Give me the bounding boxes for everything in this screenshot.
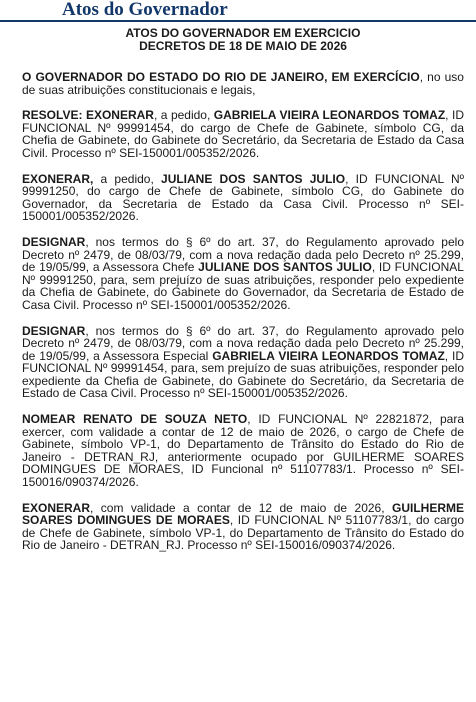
decree-paragraph-3 bbox=[22, 236, 464, 312]
decree-1-name: GABRIELA VIEIRA LEONARDOS TOMAZ bbox=[213, 108, 446, 123]
decree-1-text-a: , a pedido, bbox=[153, 108, 214, 123]
decree-5-action: NOMEAR RENATO DE SOUZA NETO bbox=[22, 412, 248, 427]
preamble-text: , no uso de suas atribuições constitucionais e legais, bbox=[22, 70, 464, 97]
decree-paragraph-4 bbox=[22, 325, 464, 401]
decree-3-text-a: , nos termos do § 6º do art. 37, do Regulamento aprovado pelo Decreto nº 2479, de 08/03/79, com a nova redação dada pelo Decreto nº 25.299, de 19/05/99, a Assessora Chefe bbox=[22, 234, 464, 275]
decree-2-action: EXONERAR, bbox=[22, 171, 94, 186]
decree-paragraph-2 bbox=[22, 173, 464, 223]
decree-4-action: DESIGNAR bbox=[22, 323, 86, 338]
decree-1-action: RESOLVE: EXONERAR bbox=[22, 108, 154, 123]
decree-header-line-2: DECRETOS DE 18 DE MAIO DE 2026 bbox=[139, 39, 347, 53]
decree-4-name: GABRIELA VIEIRA LEONARDOS TOMAZ bbox=[212, 348, 445, 363]
section-divider bbox=[0, 20, 476, 22]
section-header bbox=[22, 0, 464, 24]
decree-2-name: JULIANE DOS SANTOS JULIO bbox=[161, 171, 346, 186]
decree-4-text-a: , nos termos do § 6º do art. 37, do Regulamento aprovado pelo Decreto nº 2479, de 08/03/79, com a nova redação dada pelo Decreto nº 25.299, de 19/05/99, a Assessora Especial bbox=[22, 323, 464, 363]
decree-6-text-a: , com validade a contar de 12 de maio de 2026, bbox=[90, 500, 392, 515]
decree-6-action: EXONERAR bbox=[22, 500, 91, 515]
decree-2-text-a: a pedido, bbox=[93, 171, 162, 186]
decree-2-text-b: , ID FUNCIONAL Nº 99991250, do cargo de Chefe de Gabinete, símbolo CG, do Gabinete do Governador, da Secretaria de Estado da Casa Civil. Processo nº SEI-150001/005352/2026. bbox=[22, 171, 465, 224]
decree-3-action: DESIGNAR bbox=[22, 234, 86, 249]
decree-3-text-b: , ID FUNCIONAL Nº 99991250, para, sem prejuízo de suas atribuições, responder pelo expediente da Chefia de Gabinete, do Gabinete do Governador, da Secretaria de Estado de Casa Civil. Processo nº SEI-150001/005352/2026. bbox=[22, 260, 464, 312]
decree-6-name: GUILHERME SOARES DOMINGUES DE MORAES bbox=[22, 500, 464, 528]
preamble-bold: O GOVERNADOR DO ESTADO DO RIO DE JANEIRO, EM EXERCÍCIO bbox=[22, 70, 420, 84]
decree-paragraph-5 bbox=[22, 413, 464, 489]
decree-6-text-b: , ID FUNCIONAL Nº 51107783/1, do cargo de Chefe de Gabinete, símbolo VP-1, do Departamento de Trânsito do Estado do Rio de Janeiro - DETRAN_RJ. Processo nº SEI-150016/090374/2026. bbox=[22, 513, 464, 553]
decree-3-name: JULIANE DOS SANTOS JULIO bbox=[198, 260, 372, 275]
decree-header bbox=[22, 27, 464, 53]
decree-paragraph-6 bbox=[22, 502, 464, 552]
section-title: Atos do Governador bbox=[62, 0, 228, 20]
decree-5-text-a: , ID FUNCIONAL Nº 22821872, para exercer, com validade a contar de 12 de maio de 2026, o cargo de Chefe de Gabinete, símbolo VP-1, do Departamento de Trânsito do Estado do Rio de Janeiro - DETRAN_RJ, anteriormente ocupado por GUILHERME SOARES DOMINGUES DE MORAES, ID Funcional nº 51107783/1. Processo nº SEI-150016/090374/2026. bbox=[22, 412, 464, 490]
decree-header-line-1: ATOS DO GOVERNADOR EM EXERCICIO bbox=[125, 26, 361, 40]
decree-1-text-b: , ID FUNCIONAL Nº 99991454, do cargo de Chefe de Gabinete, símbolo CG, da Chefia de Gabinete, do Gabinete do Secretário, da Secretaria de Estado da Casa Civil. Processo nº SEI-150001/005352/2026. bbox=[22, 108, 464, 160]
decree-4-text-b: , ID FUNCIONAL Nº 99991454, para, sem prejuízo de suas atribuições, responder pelo expediente da Chefia de Gabinete, do Gabinete do Secretário, da Secretaria de Estado de Casa Civil. Processo nº SEI-150001/005352/2026. bbox=[22, 348, 465, 401]
decree-paragraph-1 bbox=[22, 109, 464, 159]
preamble-paragraph bbox=[22, 71, 464, 96]
